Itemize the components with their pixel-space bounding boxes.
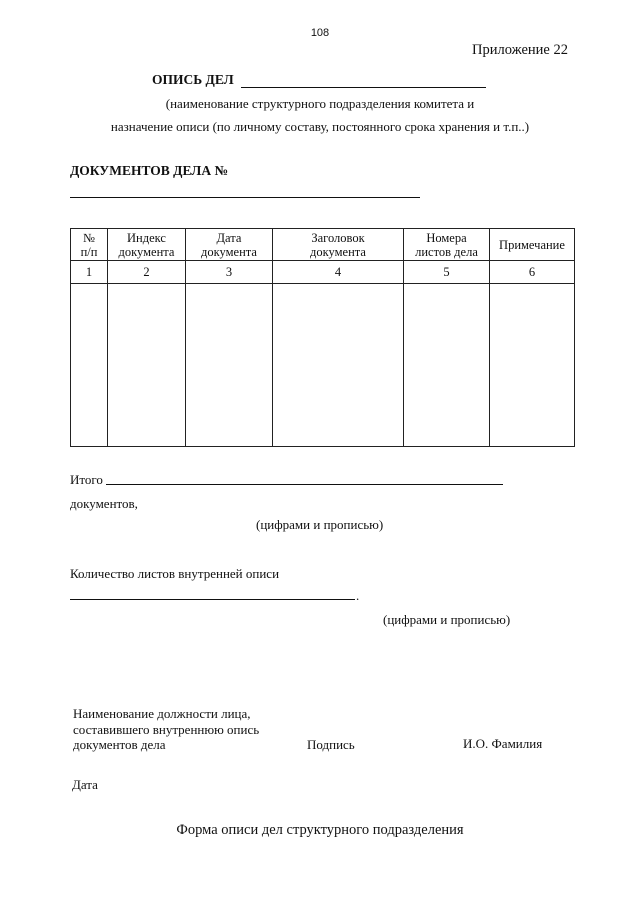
column-number: 6 bbox=[490, 261, 575, 284]
column-number: 3 bbox=[186, 261, 273, 284]
title-text: ОПИСЬ ДЕЛ bbox=[152, 72, 234, 87]
header-date: Дата документа bbox=[186, 229, 273, 261]
sheets-blank-line bbox=[70, 599, 355, 600]
table-header-row bbox=[71, 229, 575, 261]
title-blank-line bbox=[241, 73, 486, 88]
header-note: Примечание bbox=[490, 229, 575, 261]
position-label-line-2: составившего внутреннюю опись bbox=[73, 722, 260, 737]
header-sheets: Номера листов дела bbox=[404, 229, 490, 261]
table-cell bbox=[404, 284, 490, 447]
signature-label: Подпись bbox=[307, 737, 355, 752]
form-caption: Форма описи дел структурного подразделения bbox=[176, 822, 464, 838]
column-number: 4 bbox=[273, 261, 404, 284]
sheets-count-label: Количество листов внутренней описи bbox=[70, 566, 280, 581]
table-cell bbox=[186, 284, 273, 447]
table-body-row bbox=[71, 284, 575, 447]
documents-blank-line bbox=[70, 197, 420, 198]
document-title bbox=[152, 72, 486, 88]
digits-words-hint-2: (цифрами и прописью) bbox=[383, 612, 511, 627]
total-blank-line bbox=[106, 484, 503, 485]
documents-label: документов, bbox=[70, 496, 138, 511]
page-number: 108 bbox=[310, 27, 330, 39]
digits-words-hint-1: (цифрами и прописью) bbox=[256, 517, 384, 532]
position-label-line-1: Наименование должности лица, bbox=[73, 706, 251, 721]
subtitle-line-1: (наименование структурного подразделения комитета и bbox=[165, 96, 475, 111]
table-cell bbox=[490, 284, 575, 447]
column-number-row bbox=[71, 261, 575, 284]
subtitle-line-2: назначение описи (по личному составу, постоянного срока хранения и т.п..) bbox=[110, 119, 530, 134]
documents-title: ДОКУМЕНТОВ ДЕЛА № bbox=[70, 163, 229, 178]
column-number: 5 bbox=[404, 261, 490, 284]
full-name-label: И.О. Фамилия bbox=[463, 736, 543, 751]
sheets-line-dot: . bbox=[356, 588, 360, 603]
header-heading: Заголовок документа bbox=[273, 229, 404, 261]
position-label-line-3: документов дела bbox=[73, 737, 166, 752]
date-label: Дата bbox=[72, 777, 98, 792]
total-label: Итого bbox=[70, 472, 103, 487]
column-number: 1 bbox=[71, 261, 108, 284]
table-cell bbox=[273, 284, 404, 447]
header-number: № п/п bbox=[71, 229, 108, 261]
inventory-table bbox=[70, 228, 575, 447]
appendix-label: Приложение 22 bbox=[472, 42, 568, 58]
column-number: 2 bbox=[108, 261, 186, 284]
table-cell bbox=[71, 284, 108, 447]
header-index: Индекс документа bbox=[108, 229, 186, 261]
table-cell bbox=[108, 284, 186, 447]
